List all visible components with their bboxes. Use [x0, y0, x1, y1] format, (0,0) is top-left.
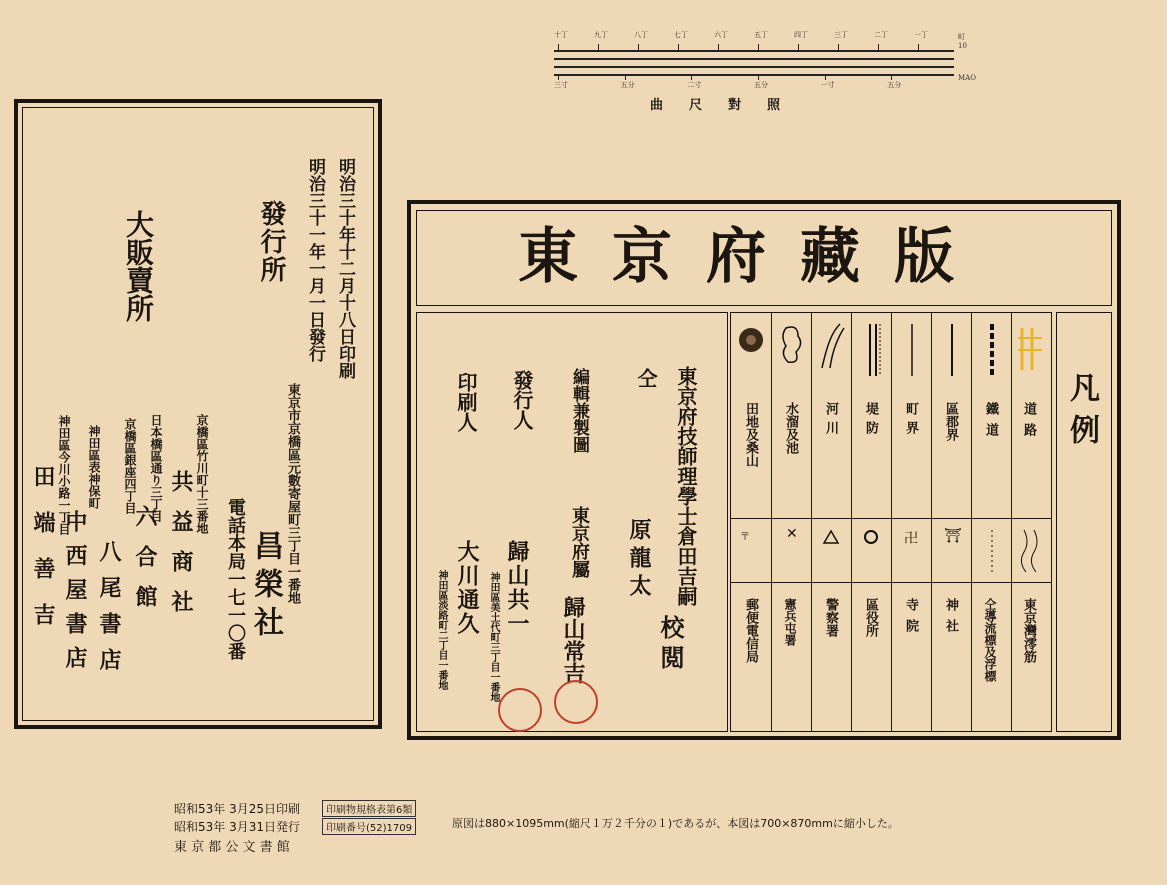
footer-spec-box: 印刷物規格表第6類 — [322, 800, 416, 817]
legend-label: 道路 — [1021, 402, 1036, 444]
scale-tick-label: 三寸 — [554, 81, 568, 89]
map-title: 東京府藏版 — [518, 222, 988, 292]
legend-label: 憲兵屯署 — [783, 598, 797, 646]
scale-tick-label: 六丁 — [714, 31, 728, 39]
issuer-address: 東京市京橋區元數寄屋町三丁目一番地 — [285, 383, 300, 604]
seller-name: 六合館 — [132, 505, 158, 625]
legend-label: 東京灣澪筋 — [1021, 598, 1036, 663]
scale-rail-top — [554, 50, 954, 60]
pond-symbol-icon — [778, 322, 806, 368]
legend-col-line — [851, 312, 852, 732]
legend-label: 河川 — [823, 402, 838, 440]
police-symbol-icon — [822, 528, 840, 546]
proofreader-title: 東京府技師理學士倉田吉嗣 — [674, 366, 698, 606]
river-symbol-icon — [816, 320, 846, 370]
issuer-heading: 發行所 — [256, 200, 286, 284]
scale-unit-top: 町10 — [958, 33, 967, 50]
footer-archive-name: 東 京 都 公 文 書 館 — [174, 840, 290, 855]
scale-tick-label: 二丁 — [874, 31, 888, 39]
scale-tick-top — [918, 44, 919, 52]
scale-rail-bottom — [554, 66, 954, 76]
issuer-phone: 電話本局一七一〇番 — [225, 498, 246, 660]
footer-print-date: 昭和53年 3月25日印刷 — [174, 802, 300, 816]
scale-unit-bottom: MAO — [958, 74, 976, 82]
legend-label: 警察署 — [823, 598, 838, 637]
scale-tick-label: 九丁 — [594, 31, 608, 39]
seller-address: 京橋區竹川町十三番地 — [195, 414, 209, 534]
seller-heading: 大販賣所 — [122, 210, 155, 322]
editor-name: 歸山常吉 — [560, 596, 586, 684]
gendarmerie-symbol-icon: ✕ — [786, 526, 798, 542]
legend-label: 區役所 — [863, 598, 878, 637]
seal-stamp-right — [554, 680, 598, 724]
legend-heading: 凡例 — [1064, 372, 1099, 456]
scale-tick-label: 四丁 — [794, 31, 808, 39]
scale-tick-top — [798, 44, 799, 52]
road-symbol-icon — [1014, 320, 1050, 376]
scale-tick-label: 五分 — [887, 81, 902, 89]
scale-tick-label: 八丁 — [634, 31, 648, 39]
seller-name: 八尾書店 — [96, 540, 122, 684]
scale-tick-label: 五分 — [754, 81, 768, 89]
seller-name: 共益商社 — [168, 470, 194, 630]
legend-col-line — [811, 312, 812, 732]
seller-name: 中西屋書店 — [62, 510, 88, 680]
issuer-name: 昌榮社 — [248, 530, 283, 644]
mulberry-field-symbol-icon — [736, 320, 766, 360]
publisher-name: 歸山共一 — [504, 540, 530, 636]
legend-label: 區郡界 — [943, 402, 958, 441]
scale-tick-top — [598, 44, 599, 52]
legend-col-line — [971, 312, 972, 732]
legend-label: 寺院 — [903, 598, 918, 640]
scale-tick-top — [878, 44, 879, 52]
legend-col-line — [771, 312, 772, 732]
scale-tick-label: 一寸 — [820, 81, 835, 89]
post-office-symbol-icon: 〒 — [740, 532, 750, 543]
legend-label: 郵便電信局 — [743, 598, 758, 663]
seller-address: 京橋區銀座四丁目 — [123, 418, 137, 514]
printer-address: 神田區淡路町二丁目一番地 — [436, 570, 447, 690]
railway-symbol-icon — [982, 320, 1002, 380]
editor-label: 編輯兼製圖 — [569, 368, 589, 453]
issue-date: 明治三十一年一月一日發行 — [305, 158, 325, 362]
legend-col-line — [1011, 312, 1012, 732]
scale-caption: 曲 尺 對 照 — [650, 98, 781, 113]
proofreader-name: 原龍太 — [626, 518, 652, 602]
footer-note: 原図は880×1095mm(縮尺１万２千分の１)であるが、本図は700×870mmに縮小した。 — [452, 817, 899, 830]
legend-label: 仝導流標及浮標 — [983, 598, 997, 682]
ward-boundary-symbol-icon — [942, 320, 962, 380]
proofreader-note: 仝 — [634, 368, 658, 388]
scale-tick-top — [758, 44, 759, 52]
printer-label: 印刷人 — [454, 372, 478, 432]
print-date: 明治三十年十二月十八日印刷 — [335, 158, 355, 379]
shrine-symbol-icon: ⛩ — [944, 528, 962, 544]
temple-symbol-icon: 卍 — [904, 531, 918, 547]
scale-tick-label: 五丁 — [754, 31, 768, 39]
ward-office-symbol-icon — [862, 528, 880, 546]
seller-address: 神田區表神保町 — [87, 425, 101, 509]
publisher-label: 發行人 — [510, 370, 534, 430]
scale-tick-top — [558, 44, 559, 52]
editor-affil: 東京府屬 — [569, 506, 590, 578]
scale-tick-label: 五分 — [620, 81, 635, 89]
scale-tick-label: 三丁 — [834, 31, 848, 39]
legend-label: 堤防 — [863, 402, 878, 440]
legend-label: 神社 — [943, 598, 958, 640]
scale-tick-top — [638, 44, 639, 52]
embankment-symbol-icon — [862, 320, 886, 380]
legend-label: 田地及桑山 — [743, 402, 758, 467]
seller-name: 田端善吉 — [30, 465, 56, 649]
seller-address: 神田區今川小路一丁目 — [57, 415, 71, 535]
printer-name: 大川通久 — [454, 540, 480, 636]
scale-bar — [550, 24, 976, 114]
legend-col-line — [931, 312, 932, 732]
legend-label: 水溜及池 — [783, 402, 798, 454]
footer-issue-date: 昭和53年 3月31日発行 — [174, 820, 300, 834]
scale-tick-top — [678, 44, 679, 52]
scale-tick-label: 一丁 — [914, 31, 928, 39]
scale-tick-label: 七丁 — [674, 31, 688, 39]
scale-tick-label: 十丁 — [554, 31, 568, 39]
scale-tick-top — [838, 44, 839, 52]
seal-stamp-left — [498, 688, 542, 732]
footer-number-box: 印刷番号(52)1709 — [322, 818, 416, 835]
publisher-address: 神田區美土代町三丁目一番地 — [488, 572, 499, 702]
scale-tick-top — [718, 44, 719, 52]
scale-tick-label: 二寸 — [687, 81, 702, 89]
town-boundary-symbol-icon — [902, 320, 922, 380]
proofread-label: 校閲 — [656, 615, 685, 675]
bay-channel-symbol-icon — [1016, 526, 1046, 574]
seller-address: 日本橋區通り三丁目 — [149, 414, 163, 522]
legend-label: 鐵道 — [983, 402, 998, 444]
legend-col-line — [891, 312, 892, 732]
buoy-symbol-icon — [982, 526, 1002, 576]
legend-label: 町界 — [903, 402, 918, 440]
